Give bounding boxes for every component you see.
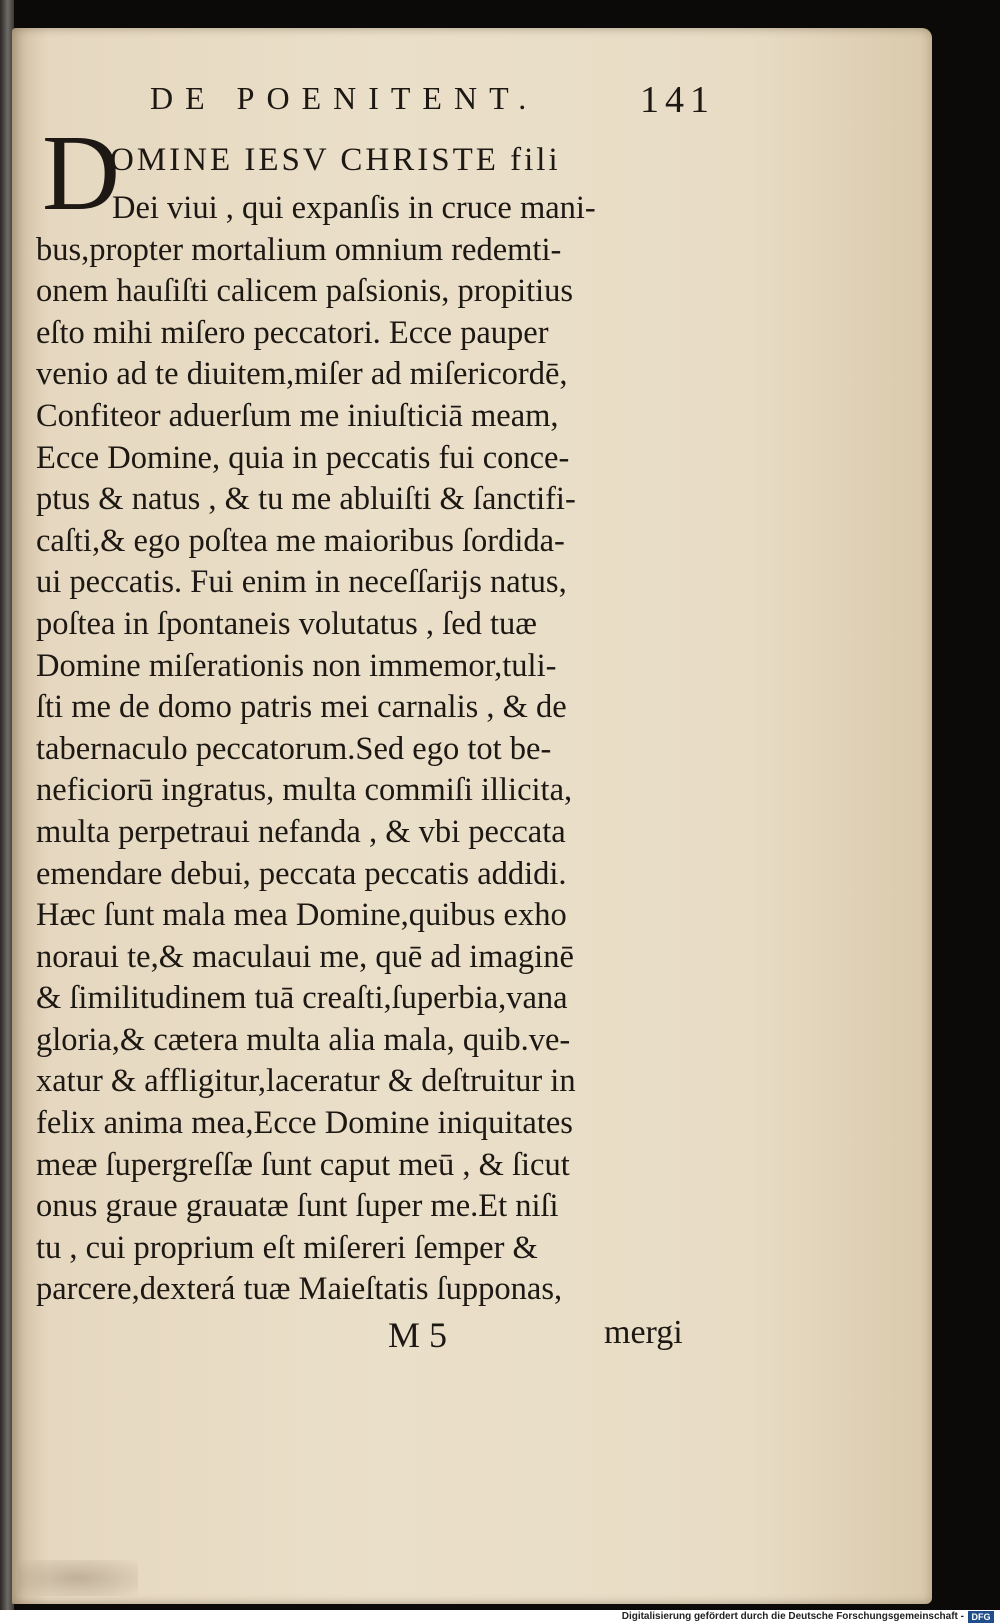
footer-credit: Digitalisierung gefördert durch die Deutsche Forschungsgemeinschaft -: [621, 1611, 964, 1622]
first-text-line: OMINE IESV CHRISTE fili: [110, 142, 561, 178]
catchword: mergi: [604, 1314, 683, 1351]
body-text: [36, 188, 716, 1311]
text-line: caſti,& ego poſtea me maioribus ſordida-: [36, 522, 565, 559]
text-line: venio ad te diuitem,miſer ad miſericordē,: [36, 356, 568, 393]
text-line: ptus & natus , & tu me abluiſti & ſanctifi-: [36, 481, 576, 518]
text-line: xatur & affligitur,laceratur & deſtruitur in: [36, 1063, 576, 1100]
drop-cap: D: [42, 114, 120, 233]
paper-stain: [18, 1560, 138, 1596]
text-line: & ſimilitudinem tuā creaſti,ſuperbia,vana: [36, 980, 568, 1017]
text-line: noraui te,& maculaui me, quē ad imaginē: [36, 938, 574, 975]
text-line: multa perpetraui nefanda , & vbi peccata: [36, 813, 566, 850]
text-line: Ecce Domine, quia in peccatis fui conce-: [36, 439, 570, 476]
text-line: meæ ſupergreſſæ ſunt caput meū , & ſicut: [36, 1146, 570, 1183]
text-line: ui peccatis. Fui enim in neceſſarijs natus,: [36, 564, 567, 601]
text-line: eſto mihi miſero peccatori. Ecce pauper: [36, 314, 549, 351]
text-line: tu , cui proprium eſt miſereri ſemper &: [36, 1229, 538, 1266]
text-line: emendare debui, peccata peccatis addidi.: [36, 855, 567, 892]
text-line: poſtea in ſpontaneis volutatus , ſed tuæ: [36, 605, 537, 642]
text-line: onus graue grauatæ ſunt ſuper me.Et niſi: [36, 1188, 559, 1225]
text-line: ſti me de domo patris mei carnalis , & de: [36, 689, 567, 726]
text-line: gloria,& cætera multa alia mala, quib.ve-: [36, 1021, 571, 1058]
text-line: Domine miſerationis non immemor,tuli-: [36, 647, 557, 684]
running-head: DE POENITENT.: [150, 80, 539, 116]
text-line: tabernaculo peccatorum.Sed ego tot be-: [36, 730, 552, 767]
text-line: Hæc ſunt mala mea Domine,quibus exho: [36, 897, 567, 934]
text-line: Confiteor aduerſum me iniuſticiā meam,: [36, 397, 559, 434]
text-line: neficiorū ingratus, multa commiſi illicita,: [36, 772, 573, 809]
text-line: felix anima mea,Ecce Domine iniquitates: [36, 1105, 573, 1142]
text-line: onem hauſiſti calicem paſsionis, propitius: [36, 273, 574, 310]
page-number: 141: [640, 79, 715, 121]
text-line: bus,propter mortalium omnium redemti-: [36, 231, 562, 268]
dfg-logo: DFG: [968, 1611, 994, 1623]
signature-mark: M 5: [388, 1315, 448, 1355]
text-line: parcere,dexterá tuæ Maieſtatis ſupponas,: [36, 1271, 563, 1308]
text-line: Dei viui , qui expanſis in cruce mani-: [112, 190, 596, 226]
